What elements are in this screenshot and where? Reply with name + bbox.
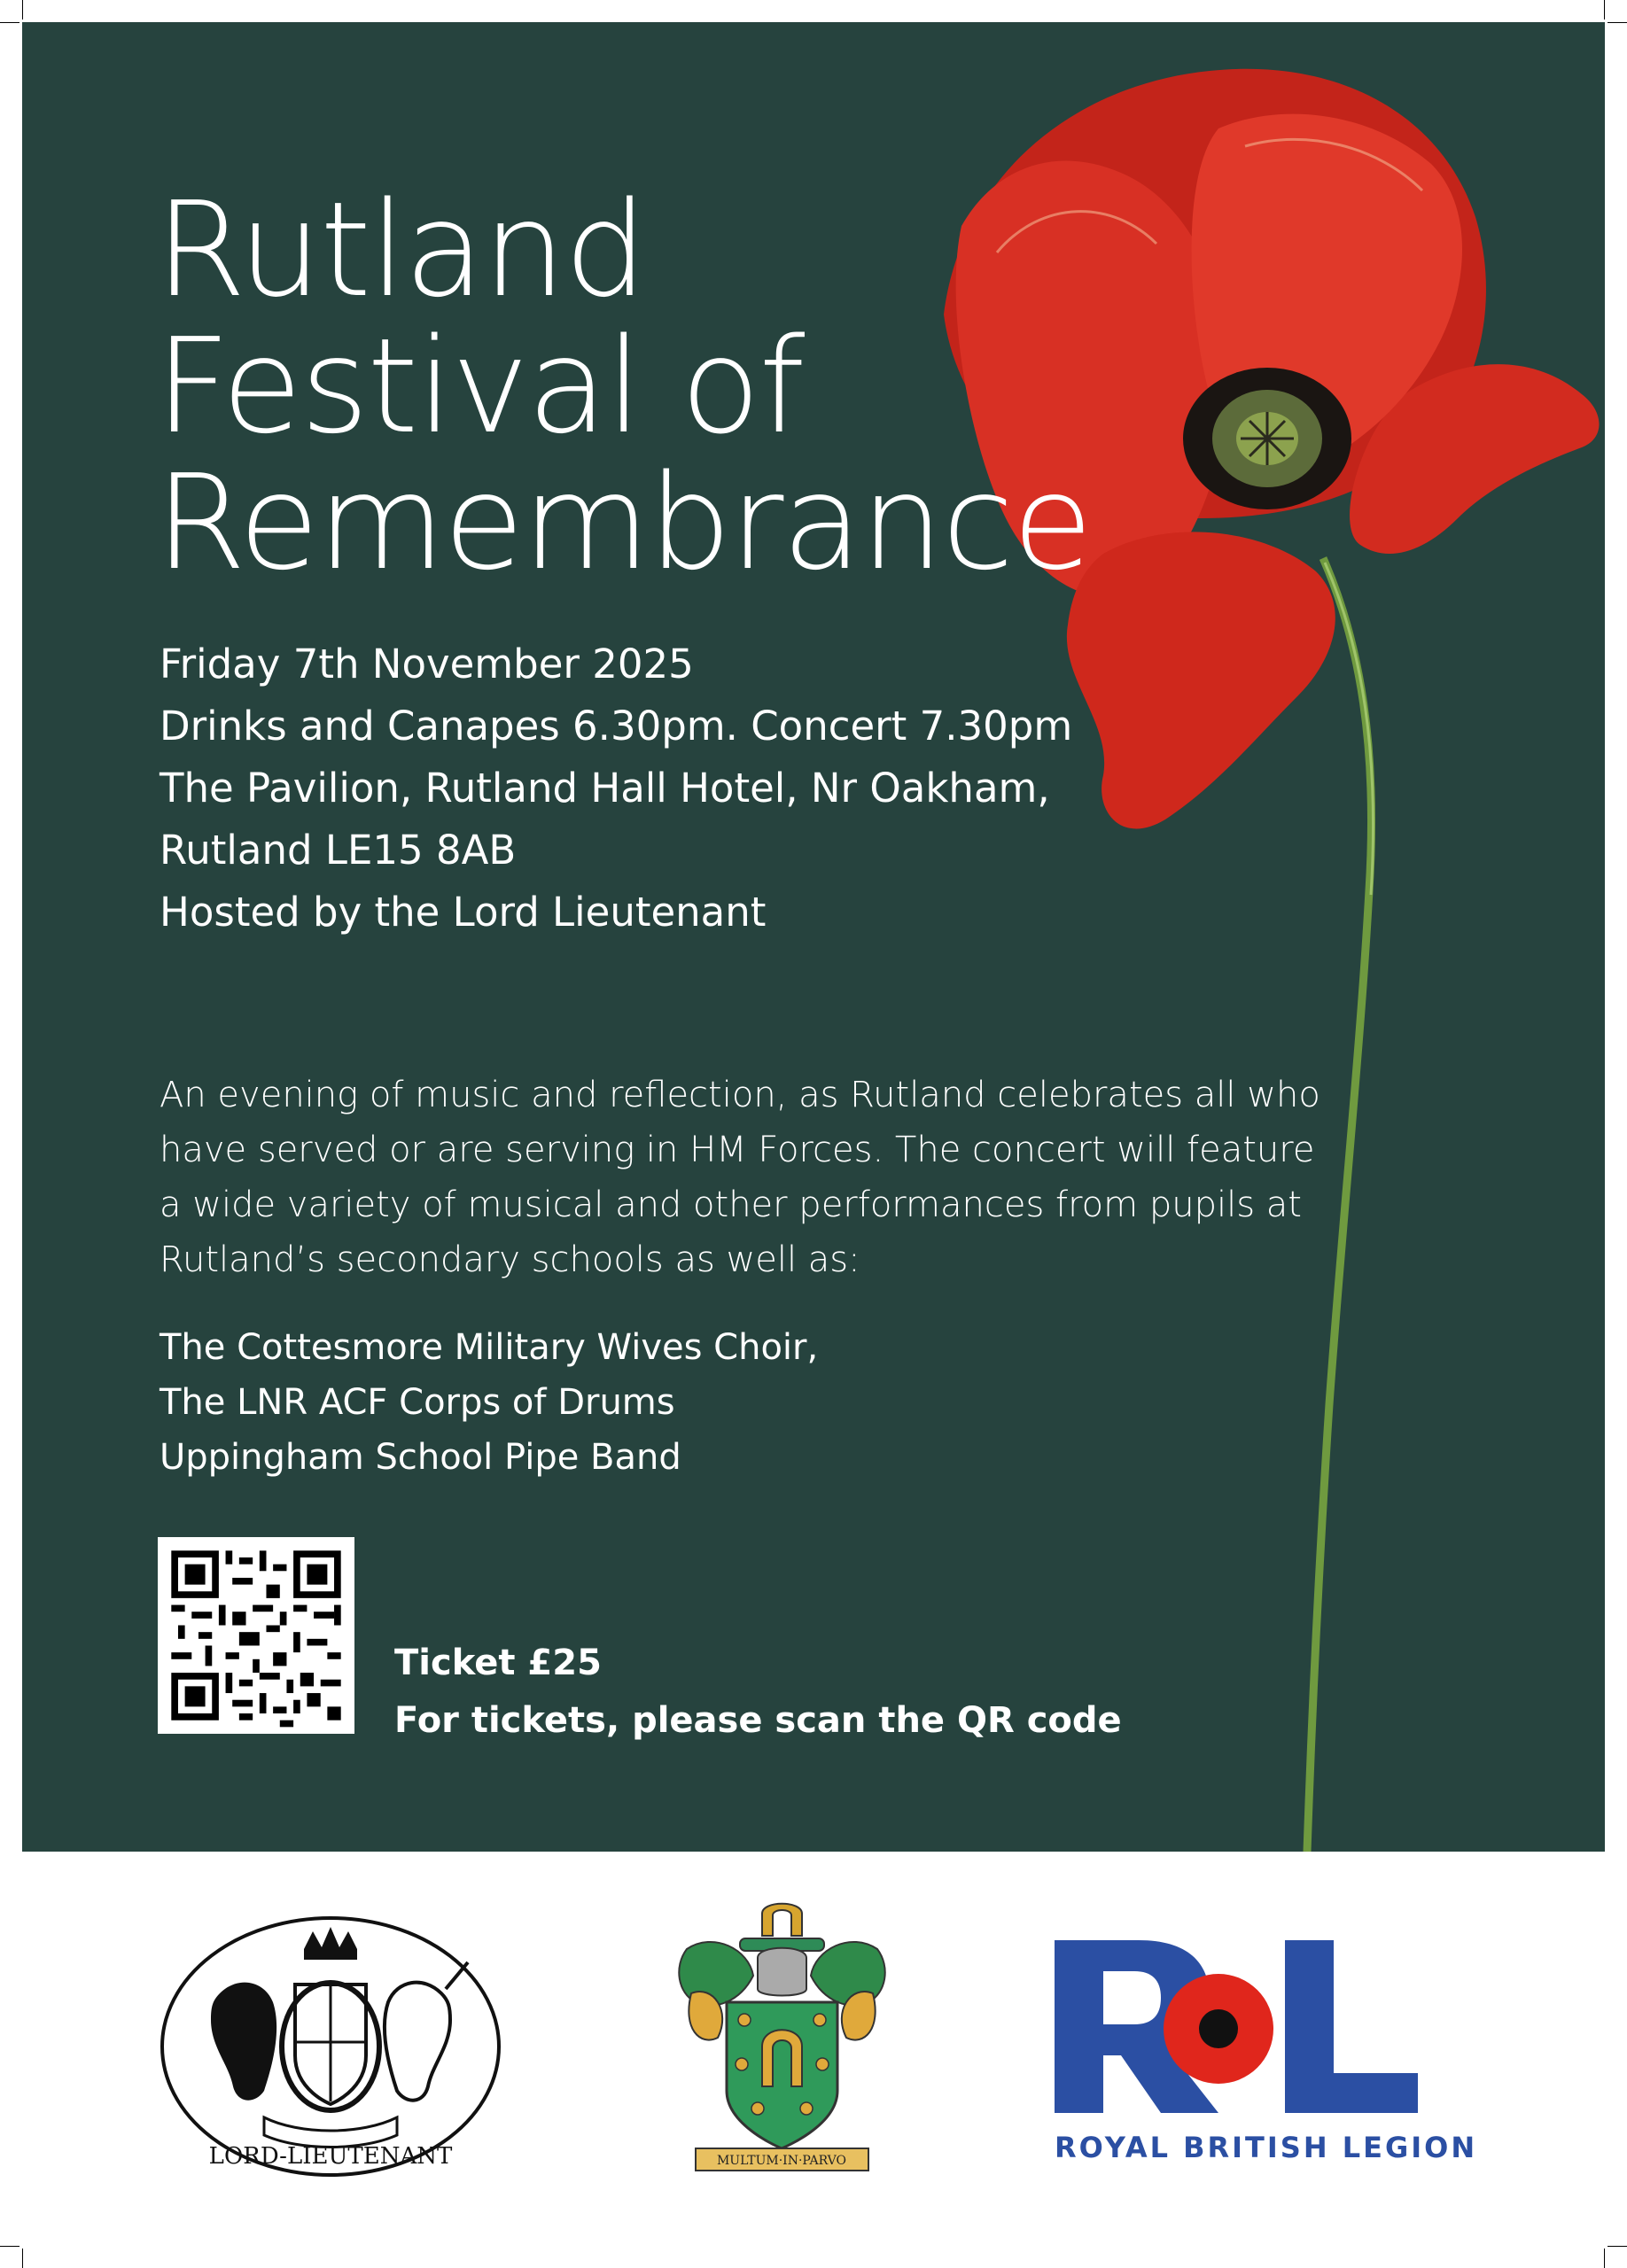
rbl-wordmark: ROYAL BRITISH LEGION <box>1055 2131 1478 2164</box>
coat-of-arms-icon <box>678 1896 886 2179</box>
ticket-instructions: For tickets, please scan the QR code <box>394 1700 1122 1741</box>
poster-panel <box>22 22 1605 1852</box>
crop-mark-bl-v <box>22 2249 23 2268</box>
crop-mark-tr-v <box>1604 0 1605 19</box>
performer-item: The Cottesmore Military Wives Choir, <box>160 1327 819 1368</box>
event-title <box>155 174 1092 599</box>
performer-item: Uppingham School Pipe Band <box>160 1437 681 1478</box>
event-description: An evening of music and reflection, as Rutland celebrates all who have served or are serving in HM Forces. The concert will feature a wide variety of musical and other performances from pupils at Rutland’s secondary schools as well as: <box>160 1075 1320 1280</box>
event-date: Friday 7th November 2025 <box>160 641 694 687</box>
event-times: Drinks and Canapes 6.30pm. Concert 7.30pm <box>160 703 1073 750</box>
crop-mark-tr <box>1608 22 1627 23</box>
performer-list <box>160 1320 818 1485</box>
qr-code-graphic <box>158 1537 354 1734</box>
crop-mark-tl <box>0 22 19 23</box>
title-line-3: Remembrance <box>155 447 1092 599</box>
royal-seal-icon <box>158 1914 503 2179</box>
crop-mark-tl-v <box>22 0 23 19</box>
crop-mark-bl <box>0 2246 19 2247</box>
ticket-info <box>394 1635 1122 1750</box>
performer-item: The LNR ACF Corps of Drums <box>160 1382 675 1423</box>
title-line-1: Rutland <box>155 174 646 326</box>
title-line-2: Festival of <box>155 310 804 462</box>
event-details <box>160 633 1072 944</box>
ticket-price: Ticket £25 <box>394 1643 602 1683</box>
event-venue-line-2: Rutland LE15 8AB <box>160 827 517 874</box>
crop-mark-br <box>1608 2246 1627 2247</box>
event-venue-line-1: The Pavilion, Rutland Hall Hotel, Nr Oakham, <box>160 765 1050 812</box>
crest-motto: MULTUM·IN·PARVO <box>716 2154 847 2168</box>
crop-mark-br-v <box>1604 2249 1605 2268</box>
rbl-logo <box>1055 1940 1418 2117</box>
seal-label: LORD-LIEUTENANT <box>208 2143 453 2170</box>
qr-code-icon[interactable] <box>158 1537 354 1734</box>
event-host: Hosted by the Lord Lieutenant <box>160 889 767 936</box>
